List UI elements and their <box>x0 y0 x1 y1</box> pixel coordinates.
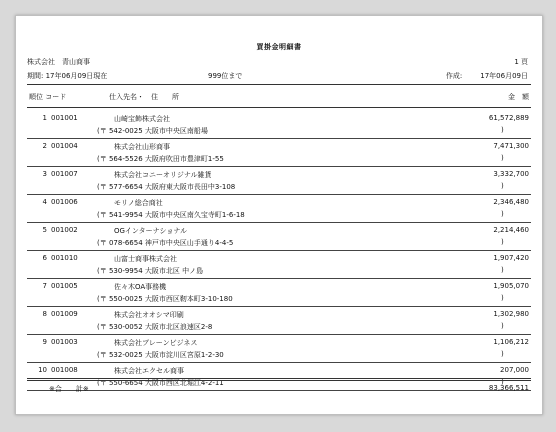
period-date: 期間: 17年06月09日現在 <box>27 72 108 80</box>
created-info <box>446 71 528 81</box>
row-code: 001010 <box>51 254 78 262</box>
row-supplier-name: 株式会社エクセル商事 <box>114 367 184 375</box>
row-address: (〒 530-0052 大阪市北区浪速区2-8 <box>97 323 213 331</box>
row-address: (〒 530-9954 大阪市北区 中ノ島 <box>97 267 204 275</box>
row-amount: 1,106,212 <box>493 338 529 346</box>
row-close-paren: ) <box>501 182 504 190</box>
row-rank: 10 <box>38 366 47 374</box>
col-supplier: 仕入先名・ 住 所 <box>109 93 179 101</box>
row-supplier-name: モリノ総合商社 <box>114 199 163 207</box>
row-rank: 7 <box>42 282 47 290</box>
row-close-paren: ) <box>501 266 504 274</box>
row-code: 001007 <box>51 170 78 178</box>
row-supplier-name: 株式会社ブレーンビジネス <box>114 339 198 347</box>
row-close-paren: ) <box>501 378 504 386</box>
table-row <box>27 167 531 195</box>
row-close-paren: ) <box>501 238 504 246</box>
row-supplier-name: 株式会社オオシマ印刷 <box>114 311 184 319</box>
table-row <box>27 223 531 251</box>
table-row <box>27 279 531 307</box>
total-label: ※合 計※ <box>49 385 89 393</box>
row-rank: 2 <box>42 142 47 150</box>
row-supplier-name: 株式会社山形商事 <box>114 143 170 151</box>
row-code: 001001 <box>51 114 78 122</box>
total-amount: 83,366,511 <box>488 384 529 392</box>
row-rank: 8 <box>42 310 47 318</box>
col-rank-code: 順位 コード <box>29 93 67 101</box>
row-address: (〒 550-0025 大阪市西区靭本町3-10-180 <box>97 295 233 303</box>
row-rank: 3 <box>42 170 47 178</box>
row-code: 001008 <box>51 366 78 374</box>
created-label: 作成: <box>445 72 463 80</box>
row-amount: 1,907,420 <box>493 254 529 262</box>
row-rank: 4 <box>42 198 47 206</box>
table-row <box>27 307 531 335</box>
row-rank: 5 <box>42 226 47 234</box>
row-code: 001004 <box>51 142 78 150</box>
table-row <box>27 251 531 279</box>
row-supplier-name: 山富士商事株式会社 <box>114 255 177 263</box>
row-amount: 2,346,480 <box>493 198 529 206</box>
row-close-paren: ) <box>501 350 504 358</box>
row-code: 001003 <box>51 338 78 346</box>
row-supplier-name: 佐々木OA事務機 <box>114 283 167 291</box>
header-bottom-rule <box>27 107 531 108</box>
row-amount: 3,332,700 <box>493 170 529 178</box>
row-address: (〒 564-5526 大阪府吹田市豊津町1-55 <box>97 155 224 163</box>
row-code: 001006 <box>51 198 78 206</box>
row-address: (〒 541-9954 大阪市中央区南久宝寺町1-6-18 <box>97 211 245 219</box>
row-code: 001005 <box>51 282 78 290</box>
rank-limit: 999位まで <box>208 72 243 80</box>
column-header-row <box>27 92 531 104</box>
row-close-paren: ) <box>501 210 504 218</box>
report-page <box>15 15 543 415</box>
row-rank: 9 <box>42 338 47 346</box>
report-title: 買掛金明細書 <box>256 43 302 51</box>
table-row <box>27 335 531 363</box>
created-date: 17年06月09日 <box>480 72 528 80</box>
total-rule <box>27 378 531 381</box>
row-amount: 61,572,889 <box>488 114 529 122</box>
total-row <box>27 384 531 396</box>
row-close-paren: ) <box>501 322 504 330</box>
period-line <box>27 71 243 81</box>
row-address: (〒 078-6654 神戸市中央区山手通り4-4-5 <box>97 239 234 247</box>
row-amount: 1,302,980 <box>493 310 529 318</box>
row-supplier-name: 株式会社コニーオリジナル雑貨 <box>114 171 212 179</box>
row-address: (〒 577-6654 大阪府東大阪市長田中3-108 <box>97 183 236 191</box>
row-rank: 6 <box>42 254 47 262</box>
page-number: 1 頁 <box>514 58 528 66</box>
header-top-rule <box>27 84 531 85</box>
row-supplier-name: OGインターナショナル <box>114 227 188 235</box>
row-amount: 7,471,300 <box>493 142 529 150</box>
row-address: (〒 532-0025 大阪市淀川区宮原1-2-30 <box>97 351 224 359</box>
row-amount: 1,905,070 <box>493 282 529 290</box>
row-amount: 2,214,460 <box>493 226 529 234</box>
row-rank: 1 <box>42 114 47 122</box>
table-row <box>27 111 531 139</box>
row-code: 001009 <box>51 310 78 318</box>
row-close-paren: ) <box>501 126 504 134</box>
row-code: 001002 <box>51 226 78 234</box>
row-address: (〒 542-0025 大阪市中央区南船場 <box>97 127 208 135</box>
row-supplier-name: 山崎宝飾株式会社 <box>114 115 170 123</box>
row-close-paren: ) <box>501 294 504 302</box>
row-close-paren: ) <box>501 154 504 162</box>
table-row <box>27 139 531 167</box>
supplier-list <box>27 111 531 391</box>
table-row <box>27 195 531 223</box>
company-name: 株式会社 青山商事 <box>27 58 90 66</box>
row-address: (〒 550-6654 大阪市西区北堀江4-2-11 <box>97 379 224 387</box>
row-amount: 207,000 <box>500 366 529 374</box>
col-amount: 金 額 <box>508 93 529 101</box>
